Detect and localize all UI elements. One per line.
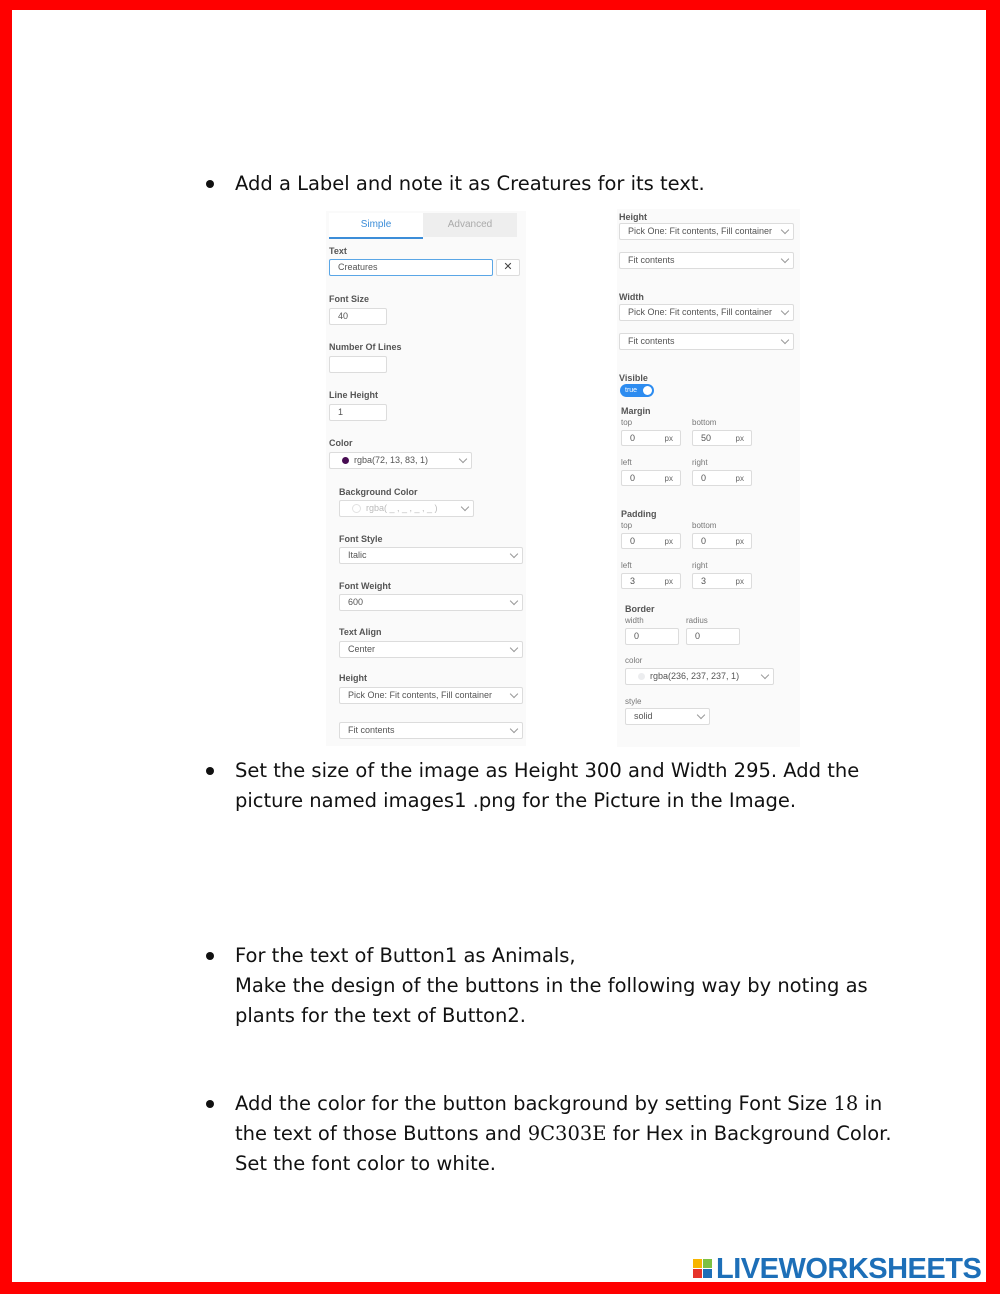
padding-right-value: 3 (701, 576, 707, 586)
font-weight-label: Font Weight (339, 581, 391, 591)
border-style-value: solid (634, 711, 653, 721)
font-style-label: Font Style (339, 534, 383, 544)
margin-bottom-label: bottom (692, 418, 717, 427)
text-input[interactable]: Creatures (329, 259, 493, 276)
instruction-4 (206, 1089, 896, 1179)
unit-label: px (735, 474, 744, 483)
border-color-label: color (625, 656, 643, 665)
line-height-input[interactable]: 1 (329, 404, 387, 421)
label-properties-panel-layout (617, 209, 800, 747)
number-of-lines-input[interactable] (329, 356, 387, 373)
font-style-value: Italic (348, 550, 367, 560)
unit-label: px (735, 537, 744, 546)
margin-left-input[interactable] (621, 470, 681, 486)
padding-top-input[interactable] (621, 533, 681, 549)
number-of-lines-label: Number Of Lines (329, 342, 402, 352)
color-picker[interactable] (329, 452, 472, 469)
chevron-down-icon (510, 550, 518, 558)
chevron-down-icon (510, 725, 518, 733)
text-label: Text (329, 246, 347, 256)
margin-bottom-value: 50 (701, 433, 712, 443)
font-size-input[interactable]: 40 (329, 308, 387, 325)
chevron-down-icon (761, 671, 769, 679)
chevron-down-icon (510, 597, 518, 605)
padding-right-input[interactable] (692, 573, 752, 589)
width-value: Fit contents (628, 336, 675, 346)
brand-name: LIVEWORKSHEETS (716, 1253, 982, 1285)
height-mode-value: Pick One: Fit contents, Fill container (628, 226, 773, 236)
width-value-select[interactable] (619, 333, 794, 350)
padding-bottom-input[interactable] (692, 533, 752, 549)
text-align-select[interactable] (339, 641, 523, 658)
margin-label: Margin (621, 406, 651, 416)
color-label: Color (329, 438, 353, 448)
margin-bottom-input[interactable] (692, 430, 752, 446)
instruction-2 (206, 756, 896, 816)
tab-simple[interactable]: Simple (329, 213, 423, 239)
height-label: Height (619, 212, 647, 222)
unit-label: px (735, 434, 744, 443)
border-radius-label: radius (686, 616, 708, 625)
margin-right-value: 0 (701, 473, 707, 483)
bullet-icon (206, 180, 214, 188)
padding-top-value: 0 (630, 536, 636, 546)
width-label: Width (619, 292, 644, 302)
bullet-icon (206, 767, 214, 775)
bullet-icon (206, 1100, 214, 1108)
instruction-4-part-1: Add the color for the button background by setting Font Size (235, 1092, 834, 1115)
line-height-label: Line Height (329, 390, 378, 400)
chevron-down-icon (510, 690, 518, 698)
chevron-down-icon (781, 307, 789, 315)
width-mode-value: Pick One: Fit contents, Fill container (628, 307, 773, 317)
padding-left-label: left (621, 561, 632, 570)
chevron-down-icon (459, 455, 467, 463)
instruction-1-text: Add a Label and note it as Creatures for its text. (235, 172, 705, 195)
instruction-4-part-2: in the text of those Buttons and (235, 1092, 883, 1145)
border-width-label: width (625, 616, 644, 625)
font-style-select[interactable] (339, 547, 523, 564)
border-color-swatch (638, 673, 645, 680)
chevron-down-icon (697, 711, 705, 719)
text-align-value: Center (348, 644, 376, 654)
height-value-select[interactable] (339, 722, 523, 739)
font-weight-select[interactable] (339, 594, 523, 611)
visible-toggle[interactable] (620, 384, 654, 397)
height-mode-select[interactable] (619, 223, 794, 240)
border-style-select[interactable] (625, 708, 710, 725)
clear-text-button[interactable]: ✕ (496, 259, 520, 276)
margin-left-label: left (621, 458, 632, 467)
border-color-picker[interactable] (625, 668, 774, 685)
bullet-icon (206, 952, 214, 960)
tab-advanced[interactable]: Advanced (423, 213, 517, 237)
background-color-value: rgba( _ , _ , _ , _ ) (366, 503, 438, 513)
height-mode-value: Pick One: Fit contents, Fill container (348, 690, 493, 700)
border-radius-input[interactable]: 0 (686, 628, 740, 645)
height-mode-select[interactable] (339, 687, 523, 704)
visible-toggle-text: true (625, 387, 638, 394)
hex-code: 9C303E (527, 1122, 607, 1145)
instruction-3-line-2: Make the design of the buttons in the following way by noting as plants for the text of Button2. (235, 974, 868, 1027)
color-value: rgba(72, 13, 83, 1) (354, 455, 429, 465)
unit-label: px (664, 474, 673, 483)
padding-left-value: 3 (630, 576, 636, 586)
unit-label: px (664, 537, 673, 546)
font-size-number: 18 (833, 1092, 859, 1115)
instruction-2-text: Set the size of the image as Height 300 and Width 295. Add the picture named images1 .png for the Picture in the Image. (235, 759, 860, 812)
height-value: Fit contents (348, 725, 395, 735)
margin-top-input[interactable] (621, 430, 681, 446)
unit-label: px (735, 577, 744, 586)
unit-label: px (664, 434, 673, 443)
margin-left-value: 0 (630, 473, 636, 483)
chevron-down-icon (781, 336, 789, 344)
instruction-1 (206, 169, 896, 199)
chevron-down-icon (781, 255, 789, 263)
padding-right-label: right (692, 561, 708, 570)
background-color-label: Background Color (339, 487, 418, 497)
font-weight-value: 600 (348, 597, 364, 607)
padding-bottom-label: bottom (692, 521, 717, 530)
background-color-picker[interactable] (339, 500, 474, 517)
padding-bottom-value: 0 (701, 536, 707, 546)
margin-right-label: right (692, 458, 708, 467)
padding-label: Padding (621, 509, 657, 519)
border-color-value: rgba(236, 237, 237, 1) (650, 671, 740, 681)
color-swatch (342, 457, 349, 464)
instruction-3 (206, 941, 896, 1031)
height-label: Height (339, 673, 367, 683)
height-value-select[interactable] (619, 252, 794, 269)
font-size-label: Font Size (329, 294, 369, 304)
margin-right-input[interactable] (692, 470, 752, 486)
width-mode-select[interactable] (619, 304, 794, 321)
chevron-down-icon (781, 226, 789, 234)
instruction-4-part-3: for Hex in Background Color. Set the font color to white. (235, 1122, 892, 1175)
text-align-label: Text Align (339, 627, 382, 637)
chevron-down-icon (510, 644, 518, 652)
properties-tabs (329, 213, 517, 237)
border-width-input[interactable]: 0 (625, 628, 679, 645)
padding-top-label: top (621, 521, 633, 530)
margin-top-value: 0 (630, 433, 636, 443)
visible-label: Visible (619, 373, 648, 383)
background-color-swatch (352, 504, 361, 513)
border-label: Border (625, 604, 655, 614)
instruction-4-text (235, 1089, 896, 1179)
unit-label: px (664, 577, 673, 586)
instruction-3-line-1: For the text of Button1 as Animals, (235, 944, 576, 967)
toggle-knob (643, 386, 652, 395)
padding-left-input[interactable] (621, 573, 681, 589)
height-value: Fit contents (628, 255, 675, 265)
chevron-down-icon (461, 503, 469, 511)
margin-top-label: top (621, 418, 633, 427)
border-style-label: style (625, 697, 642, 706)
label-properties-panel-simple (326, 211, 526, 746)
liveworksheets-logo-icon (693, 1259, 713, 1279)
